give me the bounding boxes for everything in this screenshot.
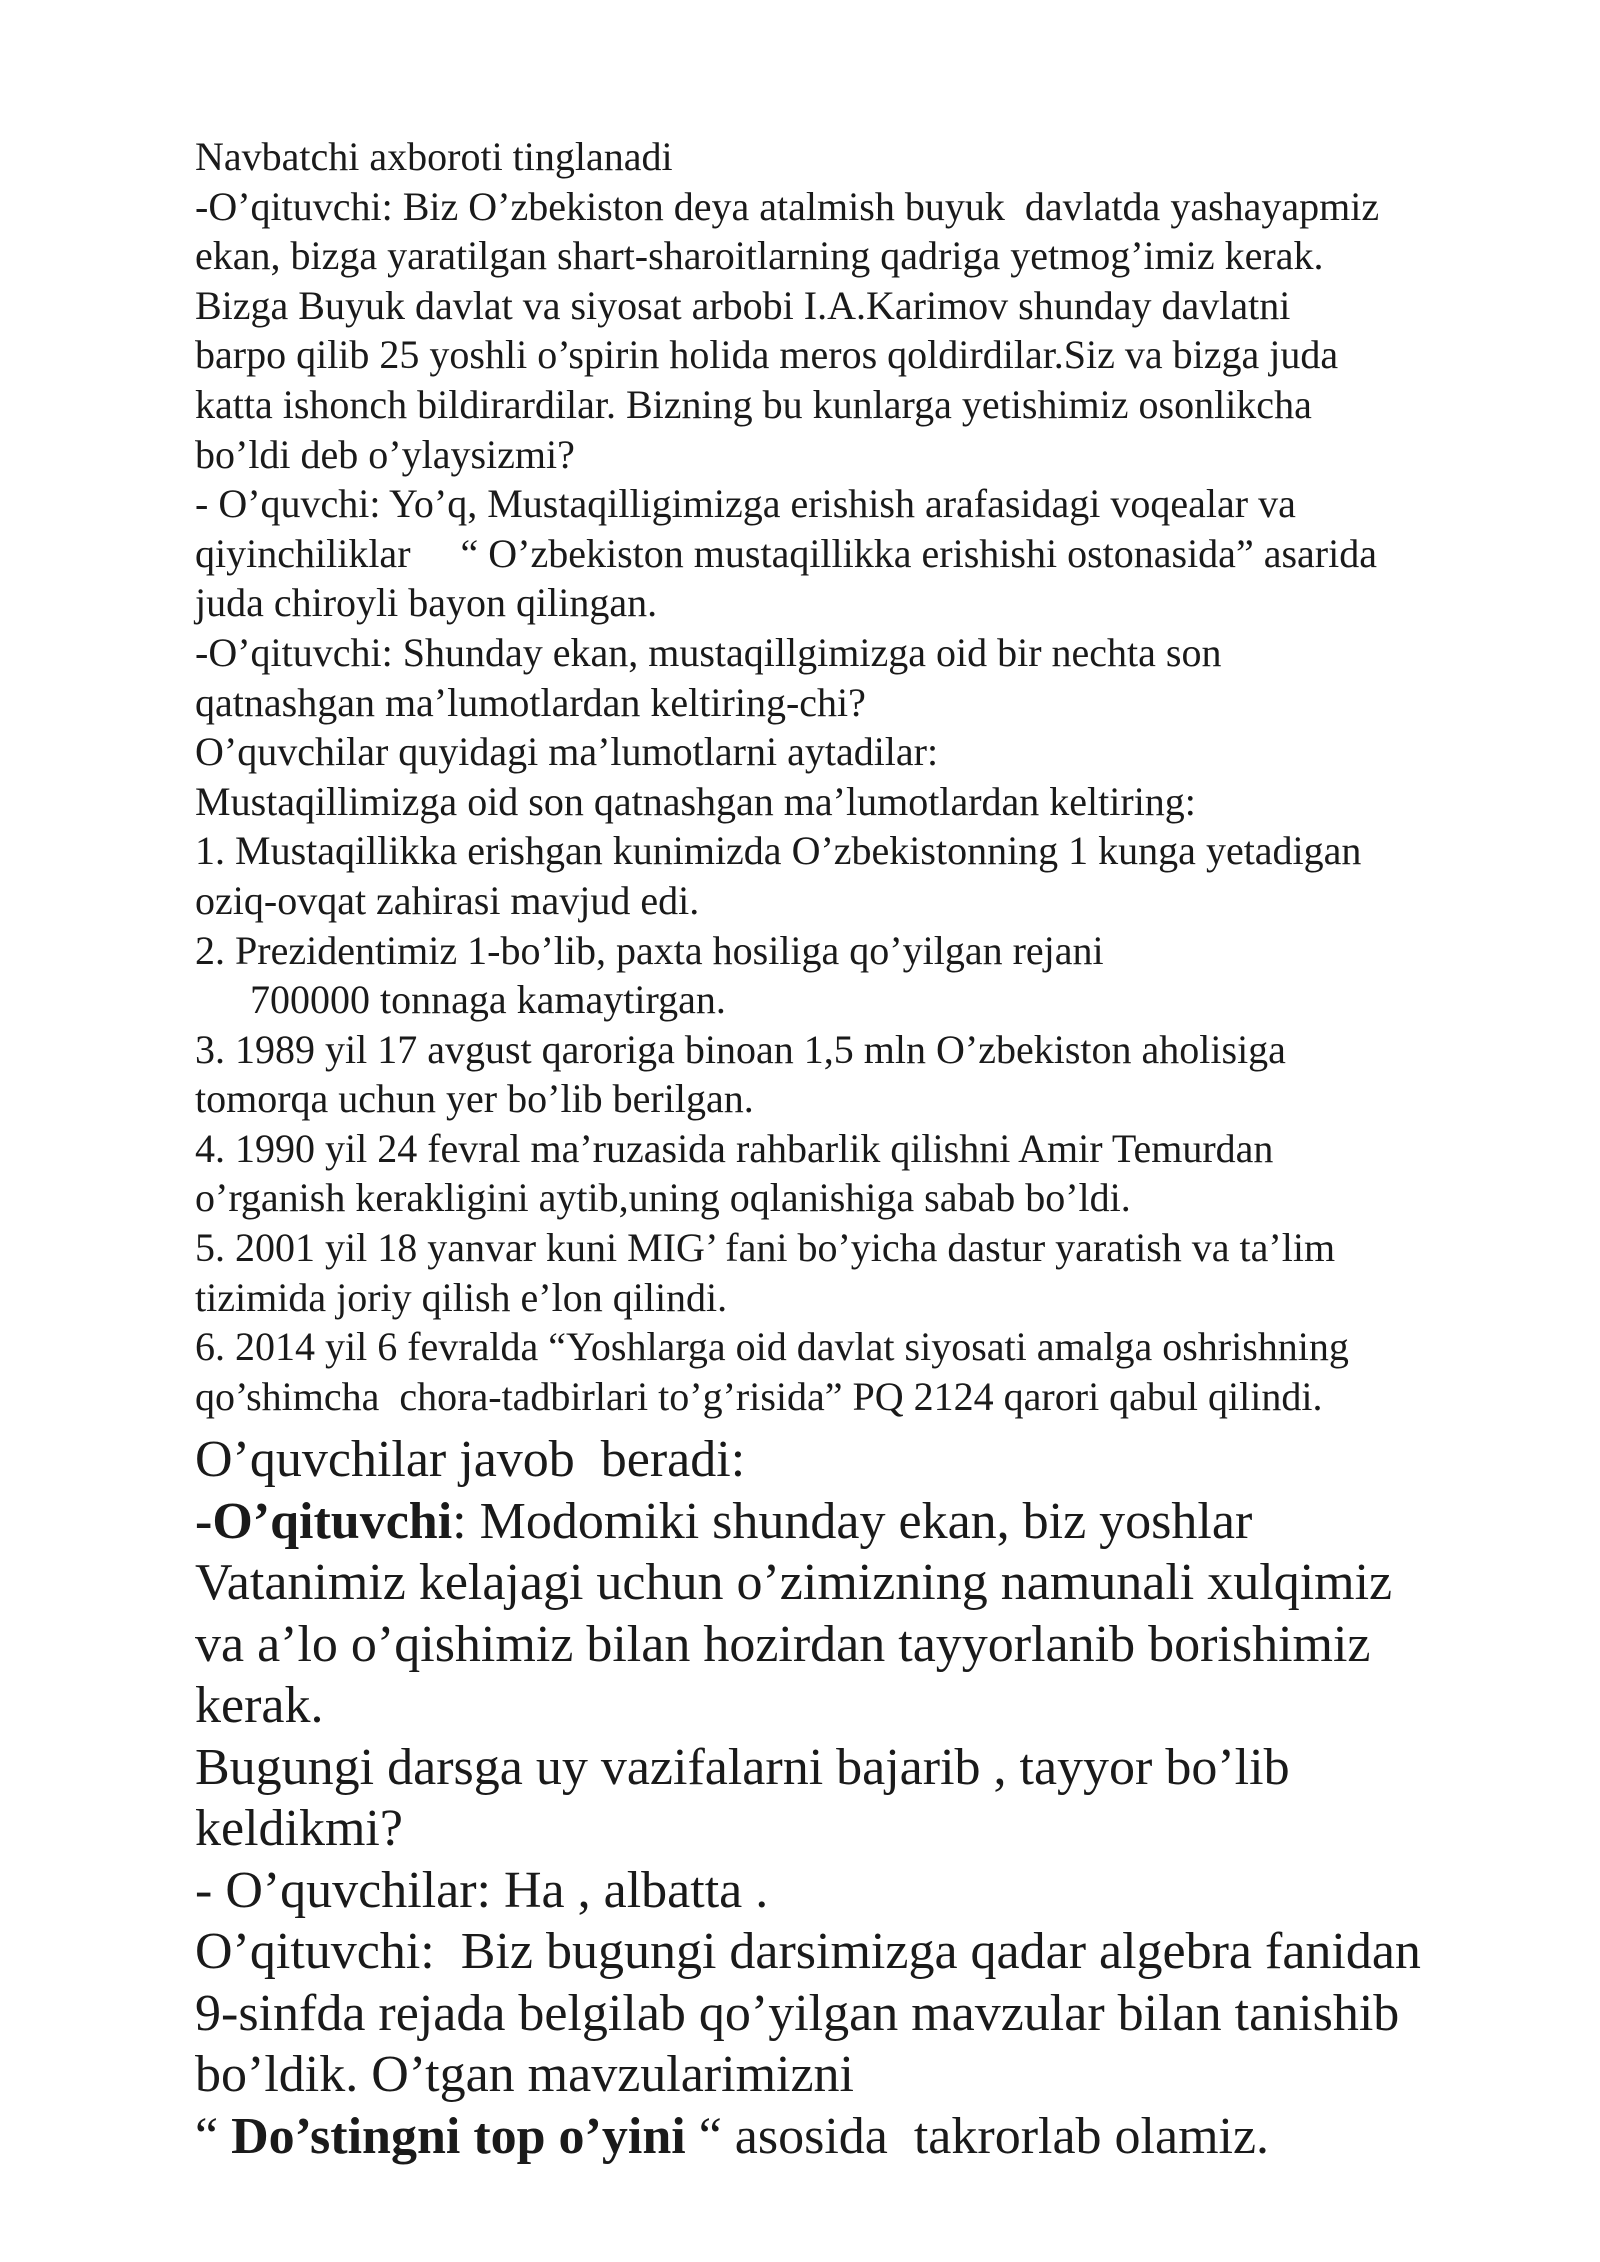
teacher-remark-line: kerak. [195, 1677, 324, 1735]
teacher-statement-line: bo’ldik. O’tgan mavzularimizni [195, 2046, 854, 2104]
text-line: barpo qilib 25 yoshli o’spirin holida meros qoldirdilar.Siz va bizga juda [195, 332, 1339, 378]
list-item-continuation: o’rganish kerakligini aytib,uning oqlanishiga sabab bo’ldi. [195, 1175, 1131, 1221]
homework-question-line: Bugungi darsga uy vazifalarni bajarib , tayyor bo’lib [195, 1738, 1290, 1796]
teacher-statement-line: O’qituvchi: Biz bugungi darsimizga qadar algebra fanidan [195, 1923, 1421, 1981]
game-line [195, 2106, 1495, 2168]
homework-question-line: keldikmi? [195, 1800, 403, 1858]
list-item: 6. 2014 yil 6 fevralda “Yoshlarga oid davlat siyosati amalga oshrishning [195, 1324, 1349, 1370]
text-line: - O’quvchi: Yo’q, Mustaqilligimizga erishish arafasidagi voqealar va [195, 481, 1296, 527]
list-item-continuation: oziq-ovqat zahirasi mavjud edi. [195, 877, 700, 923]
answer-heading: O’quvchilar javob beradi: [195, 1431, 746, 1489]
list-item-continuation: 700000 tonnaga kamaytirgan. [250, 977, 726, 1023]
text-line: qiyinchiliklar “ O’zbekiston mustaqillikka erishishi ostonasida” asarida [195, 530, 1377, 576]
text-line: -O’qituvchi: Shunday ekan, mustaqillgimizga oid bir nechta son [195, 629, 1222, 675]
teacher-label: O’qituvchi [212, 1492, 453, 1550]
list-item: 3. 1989 yil 17 avgust qaroriga binoan 1,5 mln O’zbekiston aholisiga [195, 1026, 1286, 1072]
teacher-remark-line [195, 1491, 1495, 1553]
list-item-continuation: qo’shimcha chora-tadbirlari to’g’risida” PQ 2124 qarori qabul qilindi. [195, 1373, 1323, 1419]
students-reply: - O’quvchilar: Ha , albatta . [195, 1861, 769, 1919]
text-line: Navbatchi axboroti tinglanadi [195, 134, 673, 179]
teacher-remark-line: va a’lo o’qishimiz bilan hozirdan tayyorlanib borishimiz [195, 1615, 1371, 1673]
teacher-remark-text: : Modomiki shunday ekan, biz yoshlar [452, 1492, 1253, 1550]
teacher-remark-line: Vatanimiz kelajagi uchun o’zimizning namunali xulqimiz [195, 1554, 1393, 1612]
small-text-block [195, 132, 1495, 1421]
open-quote: “ [195, 2107, 232, 2165]
document-page [195, 132, 1495, 2167]
text-line: -O’qituvchi: Biz O’zbekiston deya atalmish buyuk davlatda yashayapmiz [195, 183, 1380, 229]
game-line-rest: “ asosida takrorlab olamiz. [685, 2107, 1270, 2165]
text-line: Bizga Buyuk davlat va siyosat arbobi I.A.Karimov shunday davlatni [195, 282, 1291, 328]
text-line: qatnashgan ma’lumotlardan keltiring-chi? [195, 679, 866, 725]
list-item: 2. Prezidentimiz 1-bo’lib, paxta hosiliga qo’yilgan rejani [195, 927, 1104, 973]
text-line: O’quvchilar quyidagi ma’lumotlarni aytadilar: [195, 729, 939, 775]
list-item-continuation: tomorqa uchun yer bo’lib berilgan. [195, 1076, 754, 1122]
text-line: ekan, bizga yaratilgan shart-sharoitlarning qadriga yetmog’imiz kerak. [195, 233, 1324, 279]
text-line: bo’ldi deb o’ylaysizmi? [195, 431, 575, 477]
list-item: 1. Mustaqillikka erishgan kunimizda O’zbekistonning 1 kunga yetadigan [195, 828, 1362, 874]
list-item-continuation: tizimida joriy qilish e’lon qilindi. [195, 1274, 728, 1320]
teacher-statement-line: 9-sinfda rejada belgilab qo’yilgan mavzular bilan tanishib [195, 1984, 1400, 2042]
text-line: Mustaqillimizga oid son qatnashgan ma’lumotlardan keltiring: [195, 778, 1196, 824]
teacher-prefix: - [195, 1492, 213, 1550]
text-line: katta ishonch bildirardilar. Bizning bu kunlarga yetishimiz osonlikcha [195, 381, 1312, 427]
list-item: 4. 1990 yil 24 fevral ma’ruzasida rahbarlik qilishni Amir Temurdan [195, 1125, 1274, 1171]
text-line: juda chiroyli bayon qilingan. [195, 580, 658, 626]
game-name: Do’stingni top o’yini [231, 2107, 686, 2165]
large-text-block [195, 1429, 1495, 2167]
list-item: 5. 2001 yil 18 yanvar kuni MIG’ fani bo’yicha dastur yaratish va ta’lim [195, 1225, 1336, 1271]
